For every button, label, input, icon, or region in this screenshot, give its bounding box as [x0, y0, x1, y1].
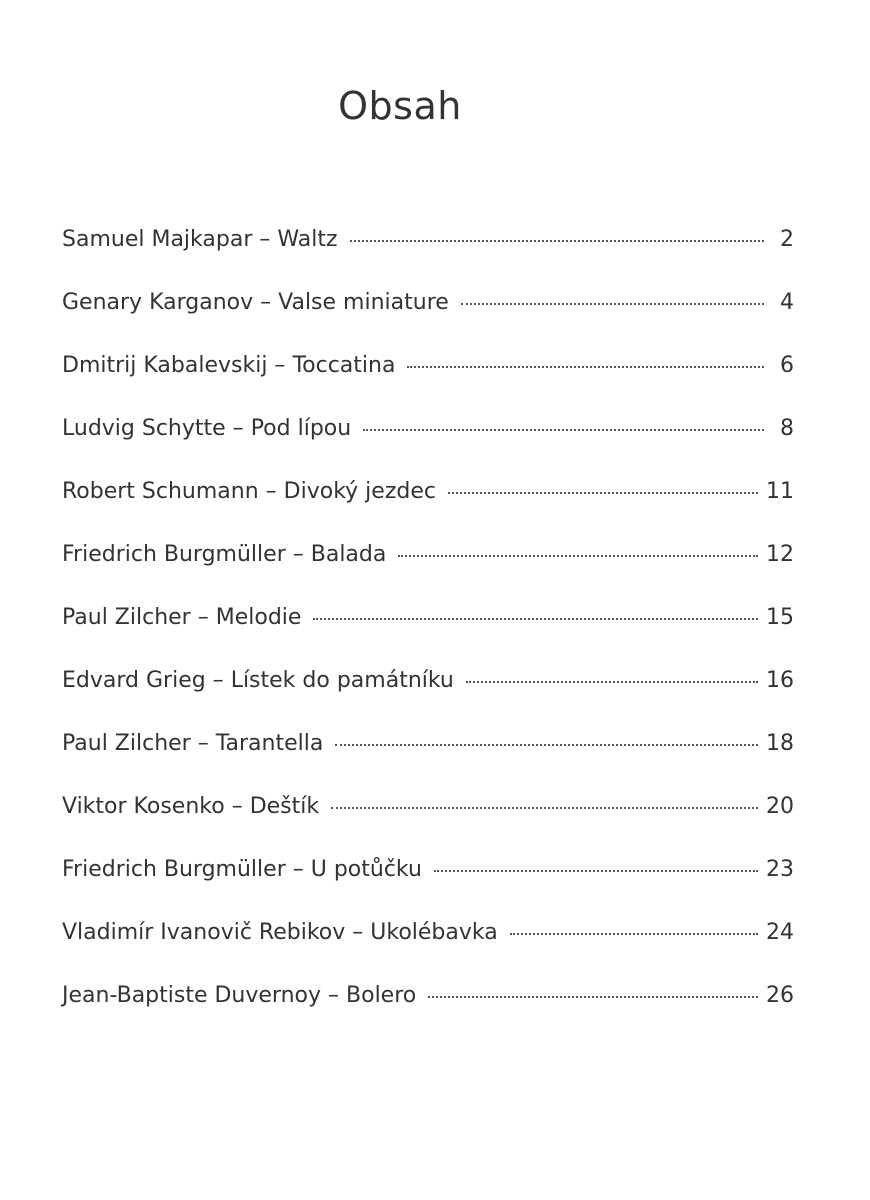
toc-entry-title: Viktor Kosenko – Deštík: [62, 794, 320, 819]
dot-leader: [331, 807, 758, 809]
toc-piece: Waltz: [277, 227, 338, 252]
dot-leader: [335, 744, 758, 746]
dot-leader: [510, 933, 758, 935]
toc-entry-title: Samuel Majkapar – Waltz: [62, 227, 338, 252]
toc-entry: [62, 974, 794, 1037]
toc-entry-title: Friedrich Burgmüller – Balada: [62, 542, 387, 567]
toc-page-number: 15: [766, 605, 794, 630]
page-title: Obsah: [338, 84, 462, 128]
toc-entry-title: Friedrich Burgmüller – U potůčku: [62, 857, 422, 882]
toc-entry-title: Paul Zilcher – Tarantella: [62, 731, 324, 756]
toc-entry: [62, 344, 794, 407]
dot-leader: [313, 618, 758, 620]
toc-entry-title: Vladimír Ivanovič Rebikov – Ukolébavka: [62, 920, 498, 945]
toc-entry: [62, 596, 794, 659]
toc-piece: Lístek do památníku: [230, 668, 454, 693]
toc-entry-title: Jean-Baptiste Duvernoy – Bolero: [62, 983, 417, 1008]
toc-composer: Edvard Grieg: [62, 668, 206, 693]
toc-page-number: 12: [766, 542, 794, 567]
toc-composer: Robert Schumann: [62, 479, 259, 504]
table-of-contents: [62, 218, 794, 1037]
toc-entry: [62, 407, 794, 470]
toc-page-number: 26: [766, 983, 794, 1008]
toc-piece: Balada: [310, 542, 387, 567]
toc-composer: Dmitrij Kabalevskij: [62, 353, 268, 378]
toc-piece: Bolero: [346, 983, 417, 1008]
dot-leader: [398, 555, 758, 557]
toc-entry-title: Robert Schumann – Divoký jezdec: [62, 479, 436, 504]
dot-leader: [466, 681, 758, 683]
toc-entry-title: Dmitrij Kabalevskij – Toccatina: [62, 353, 396, 378]
toc-piece: Toccatina: [292, 353, 396, 378]
toc-entry: [62, 218, 794, 281]
toc-page-number: 4: [780, 290, 794, 315]
dot-leader: [448, 492, 758, 494]
toc-entry-title: Genary Karganov – Valse miniature: [62, 290, 449, 315]
toc-piece: Melodie: [215, 605, 302, 630]
toc-composer: Genary Karganov: [62, 290, 254, 315]
dot-leader: [434, 870, 758, 872]
dot-leader: [428, 996, 758, 998]
toc-page-number: 20: [766, 794, 794, 819]
dot-leader: [350, 240, 765, 242]
toc-entry: [62, 848, 794, 911]
toc-composer: Paul Zilcher: [62, 605, 191, 630]
toc-entry: [62, 281, 794, 344]
toc-composer: Jean-Baptiste Duvernoy: [62, 983, 322, 1008]
toc-composer: Viktor Kosenko: [62, 794, 225, 819]
toc-entry: [62, 722, 794, 785]
toc-page-number: 8: [780, 416, 794, 441]
toc-entry-title: Edvard Grieg – Lístek do památníku: [62, 668, 454, 693]
toc-composer: Vladimír Ivanovič Rebikov: [62, 920, 346, 945]
toc-piece: Pod lípou: [250, 416, 352, 441]
toc-page-number: 6: [780, 353, 794, 378]
toc-piece: Tarantella: [215, 731, 324, 756]
toc-page-number: 2: [780, 227, 794, 252]
toc-entry: [62, 911, 794, 974]
toc-page-number: 11: [766, 479, 794, 504]
toc-page-number: 24: [766, 920, 794, 945]
toc-piece: Ukolébavka: [370, 920, 498, 945]
toc-composer: Ludvig Schytte: [62, 416, 226, 441]
toc-composer: Samuel Majkapar: [62, 227, 253, 252]
dot-leader: [407, 366, 764, 368]
toc-page-number: 16: [766, 668, 794, 693]
toc-composer: Friedrich Burgmüller: [62, 857, 286, 882]
toc-entry-title: Paul Zilcher – Melodie: [62, 605, 302, 630]
toc-piece: Deštík: [249, 794, 320, 819]
toc-page-number: 18: [766, 731, 794, 756]
dot-leader: [461, 303, 764, 305]
toc-piece: Valse miniature: [278, 290, 449, 315]
toc-entry: [62, 533, 794, 596]
dot-leader: [363, 429, 764, 431]
toc-entry-title: Ludvig Schytte – Pod lípou: [62, 416, 352, 441]
toc-entry: [62, 470, 794, 533]
toc-piece: Divoký jezdec: [283, 479, 436, 504]
toc-composer: Paul Zilcher: [62, 731, 191, 756]
toc-entry: [62, 659, 794, 722]
toc-composer: Friedrich Burgmüller: [62, 542, 286, 567]
toc-piece: U potůčku: [310, 857, 422, 882]
toc-entry: [62, 785, 794, 848]
toc-page-number: 23: [766, 857, 794, 882]
